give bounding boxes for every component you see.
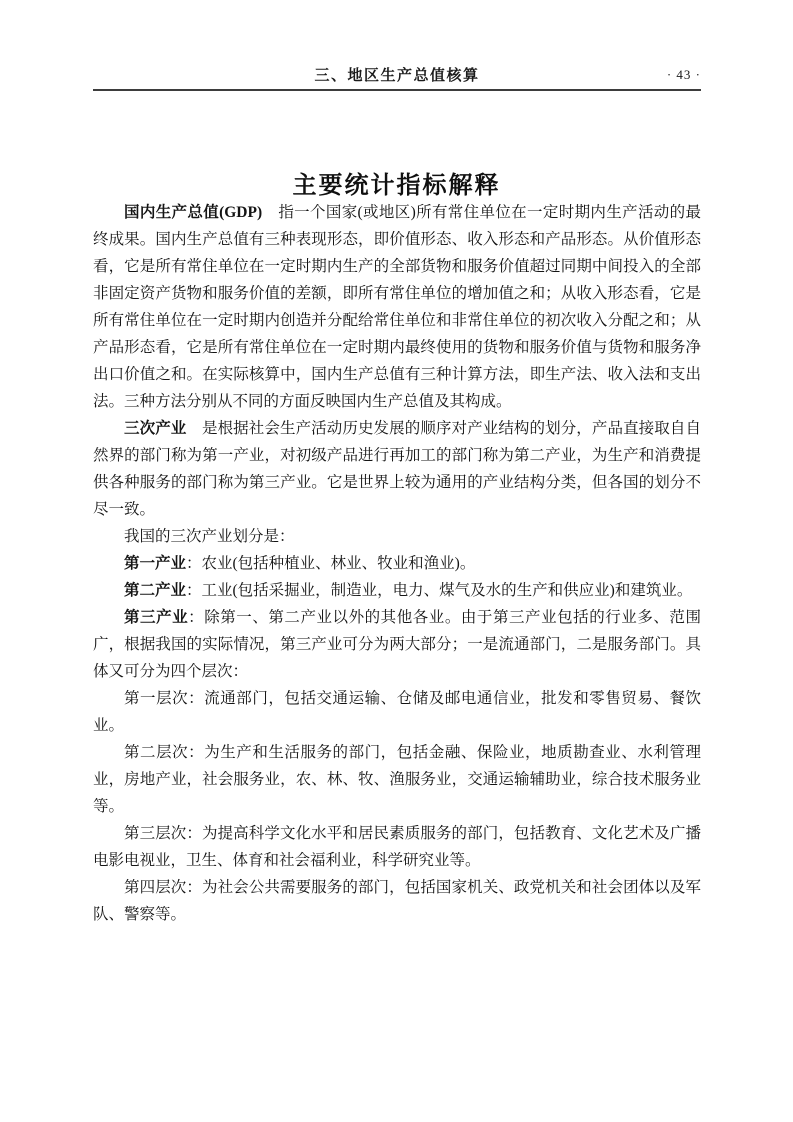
paragraph-tertiary-industry xyxy=(93,604,701,685)
body-text xyxy=(93,199,701,928)
paragraph-lead: 三次产业 xyxy=(124,420,187,437)
paragraph-tier-3 xyxy=(93,820,701,874)
paragraph-text: 第一层次：流通部门，包括交通运输、仓储及邮电通信业，批发和零售贸易、餐饮业。 xyxy=(93,690,701,734)
paragraph-lead: 第三产业 xyxy=(124,609,189,626)
paragraph-lead: 第二产业 xyxy=(124,582,187,599)
page-number: · 43 · xyxy=(666,67,701,82)
paragraph-secondary-industry xyxy=(93,577,701,604)
paragraph-division-intro xyxy=(93,523,701,550)
chapter-header-title: 三、地区生产总值核算 xyxy=(314,67,480,84)
paragraph-text: ：除第一、第二产业以外的其他各业。由于第三产业包括的行业多、范围广，根据我国的实际情况，第三产业可分为两大部分；一是流通部门，二是服务部门。具体又可分为四个层次： xyxy=(93,609,701,680)
paragraph-text: 我国的三次产业划分是： xyxy=(124,528,295,545)
paragraph-lead: 国内生产总值(GDP) xyxy=(124,204,263,221)
paragraph-tier-1 xyxy=(93,685,701,739)
paragraph-lead: 第一产业 xyxy=(124,555,187,572)
paragraph-text: 第二层次：为生产和生活服务的部门，包括金融、保险业，地质勘查业、水利管理业，房地产业，社会服务业，农、林、牧、渔服务业，交通运输辅助业，综合技术服务业等。 xyxy=(93,744,701,815)
page-title: 主要统计指标解释 xyxy=(292,173,501,200)
paragraph-text: ：工业(包括采掘业，制造业，电力、煤气及水的生产和供应业)和建筑业。 xyxy=(186,582,693,599)
paragraph-text: 第三层次：为提高科学文化水平和居民素质服务的部门，包括教育、文化艺术及广播电影电视业，卫生、体育和社会福利业，科学研究业等。 xyxy=(93,825,701,869)
paragraph-gdp-definition xyxy=(93,199,701,415)
paragraph-text: 是根据社会生产活动历史发展的顺序对产业结构的划分，产品直接取自自然界的部门称为第一产业，对初级产品进行再加工的部门称为第二产业，为生产和消费提供各种服务的部门称为第三产业。它是世界上较为通用的产业结构分类，但各国的划分不尽一致。 xyxy=(93,420,701,518)
running-header xyxy=(93,64,701,88)
paragraph-text: 指一个国家(或地区)所有常住单位在一定时期内生产活动的最终成果。国内生产总值有三种表现形态，即价值形态、收入形态和产品形态。从价值形态看，它是所有常住单位在一定时期内生产的全部货物和服务价值超过同期中间投入的全部非固定资产货物和服务价值的差额，即所有常住单位的增加值之和；从收入形态看，它是所有常住单位在一定时期内创造并分配给常住单位和非常住单位的初次收入分配之和；从产品形态看，它是所有常住单位在一定时期内最终使用的货物和服务价值与货物和服务净出口价值之和。在实际核算中，国内生产总值有三种计算方法，即生产法、收入法和支出法。三种方法分别从不同的方面反映国内生产总值及其构成。 xyxy=(93,204,701,410)
paragraph-primary-industry xyxy=(93,550,701,577)
paragraph-tier-4 xyxy=(93,874,701,928)
paragraph-text: 第四层次：为社会公共需要服务的部门，包括国家机关、政党机关和社会团体以及军队、警察等。 xyxy=(93,879,701,923)
header-rule xyxy=(93,89,701,91)
paragraph-tier-2 xyxy=(93,739,701,820)
paragraph-three-industries-definition xyxy=(93,415,701,523)
paragraph-text: ：农业(包括种植业、林业、牧业和渔业)。 xyxy=(186,555,476,572)
